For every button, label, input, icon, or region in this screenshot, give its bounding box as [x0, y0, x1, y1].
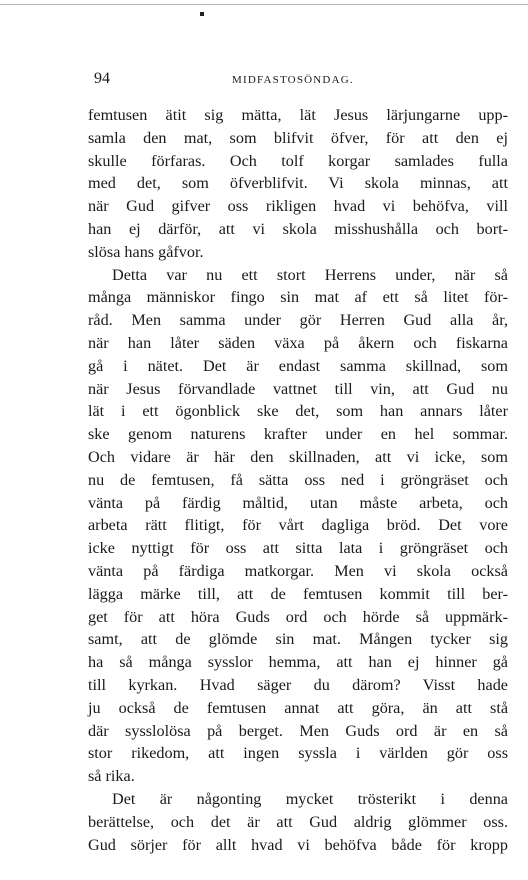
print-speck [200, 12, 204, 16]
text-line: när Gud gifver oss rikligen hvad vi behöfva, vill [88, 197, 508, 216]
text-line: get för att höra Guds ord och hörde så uppmärk- [88, 607, 508, 626]
text-line: lät i ett ögonblick ske det, som han annars låter [88, 402, 508, 421]
text-line: många människor fingo sin mat af ett så litet för- [88, 288, 508, 307]
text-line: icke nyttigt för oss att sitta lata i gröngräset och [88, 539, 508, 558]
page-edge-rule [0, 4, 528, 5]
text-line: ske genom naturens krafter under en hel sommar. [88, 425, 508, 444]
text-line: slösa hans gåfvor. [88, 242, 204, 261]
text-line: ju också de femtusen annat att göra, än att stå [88, 698, 508, 717]
text-line: så rika. [88, 767, 135, 786]
text-line: berättelse, och det är att Gud aldrig glömmer oss. [88, 812, 508, 831]
text-line: ha så många sysslor hemma, att han ej hinner gå [88, 653, 508, 672]
text-line: där sysslolösa på berget. Men Guds ord är en så [88, 721, 508, 740]
text-line: när Jesus förvandlade vattnet till vin, att Gud nu [88, 379, 508, 398]
text-line: stor rikedom, att ingen syssla i världen gör oss [88, 744, 508, 763]
text-line: samla den mat, som blifvit öfver, för att den ej [88, 128, 508, 147]
text-line: Och vidare är här den skillnaden, att vi icke, som [88, 447, 508, 466]
text-line: gå i nätet. Det är endast samma skillnad, som [88, 356, 508, 375]
text-line: med det, som öfverblifvit. Vi skola minnas, att [88, 174, 508, 193]
text-line: vänta på färdiga matkorgar. Men vi skola också [88, 561, 508, 580]
text-line: vänta på färdig måltid, utan måste arbeta, och [88, 493, 508, 512]
text-line: skulle förfaras. Och tolf korgar samlades fulla [88, 151, 508, 170]
text-line: femtusen ätit sig mätta, lät Jesus lärjungarne upp- [88, 106, 508, 124]
page-number: 94 [94, 70, 110, 87]
text-line: Det är någonting mycket trösterikt i denna [112, 789, 508, 808]
text-line: när han låter säden växa på åkern och fiskarna [88, 333, 508, 352]
running-head: MIDFASTOSÖNDAG. [232, 74, 354, 86]
text-line: samt, att de glömde sin mat. Mången tycker sig [88, 630, 508, 649]
text-line: Detta var nu ett stort Herrens under, när så [112, 265, 508, 284]
text-line: arbeta rätt flitigt, för vårt dagliga bröd. Det vore [88, 516, 508, 535]
text-line: till kyrkan. Hvad säger du därom? Visst hade [88, 675, 508, 694]
text-line: han ej därför, att vi skola misshushålla och bort- [88, 219, 508, 238]
body-text [88, 104, 508, 856]
text-line: Gud sörjer för allt hvad vi behöfva både för kropp [88, 835, 508, 854]
text-line: lägga märke till, att de femtusen kommit till ber- [88, 584, 508, 603]
text-line: råd. Men samma under gör Herren Gud alla år, [88, 311, 508, 330]
text-line: nu de femtusen, få sätta oss ned i gröngräset och [88, 470, 508, 489]
